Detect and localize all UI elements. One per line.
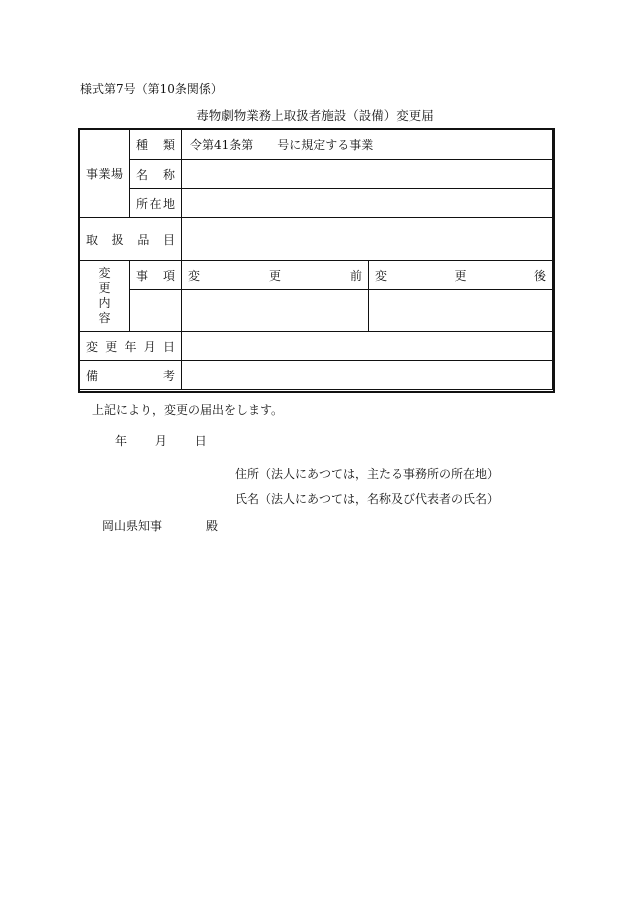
statement-text: 上記により，変更の届出をします。 (92, 403, 284, 417)
date-day: 日 (194, 434, 207, 448)
label-char: 扱 (111, 232, 124, 247)
label-char: 称 (162, 167, 175, 182)
label-char: 容 (98, 311, 111, 325)
label-char: 名 (136, 167, 149, 182)
label-char: 考 (162, 368, 175, 383)
name-field[interactable] (182, 160, 553, 189)
label-char: 業 (98, 167, 111, 181)
change-date-field[interactable] (182, 332, 553, 361)
type-field[interactable] (182, 130, 553, 160)
date-month: 月 (154, 434, 167, 448)
label-char: 更 (98, 281, 111, 295)
label-char: 変 (188, 268, 201, 283)
label-char: 年 (124, 339, 137, 354)
recipient-name: 岡山県知事 (102, 519, 163, 533)
change-date-label (80, 332, 182, 361)
label-char: 場 (110, 167, 123, 181)
label-char: 内 (98, 296, 111, 310)
remarks-field[interactable] (182, 361, 553, 390)
label-char: 所 (136, 196, 149, 211)
after-field[interactable] (369, 290, 553, 332)
type-value: 令第41条第 号に規定する事業 (190, 138, 374, 152)
type-label (130, 130, 182, 160)
location-field[interactable] (182, 189, 553, 218)
address-line: 住所（法人にあつては，主たる事務所の所在地） (235, 467, 500, 481)
label-char: 項 (162, 268, 175, 283)
label-char: 変 (98, 266, 111, 280)
date-line (115, 432, 207, 449)
after-label (369, 261, 553, 290)
label-char: 後 (533, 268, 546, 283)
label-char: 事 (136, 268, 149, 283)
change-item-label (130, 261, 182, 290)
label-char: 変 (375, 268, 388, 283)
label-char: 変 (86, 339, 99, 354)
recipient-line (102, 517, 218, 534)
label-char: 前 (349, 268, 362, 283)
label-char: 地 (162, 196, 175, 211)
handled-items-field[interactable] (182, 218, 553, 261)
business-group-label (80, 130, 130, 218)
remarks-label (80, 361, 182, 390)
handled-items-label (80, 218, 182, 261)
label-char: 備 (86, 368, 99, 383)
label-char: 種 (136, 138, 149, 152)
label-char: 在 (149, 196, 162, 211)
label-char: 類 (162, 138, 175, 152)
label-char: 更 (454, 268, 467, 283)
name-label (130, 160, 182, 189)
label-char: 目 (162, 232, 175, 247)
label-char: 品 (137, 232, 150, 247)
label-char: 事 (86, 167, 99, 181)
name-line: 氏名（法人にあつては，名称及び代表者の氏名） (235, 492, 500, 506)
label-char: 日 (162, 339, 175, 354)
date-year: 年 (115, 434, 128, 448)
location-label (130, 189, 182, 218)
change-item-field[interactable] (130, 290, 182, 332)
before-field[interactable] (182, 290, 369, 332)
before-label (182, 261, 369, 290)
document-title: 毒物劇物業務上取扱者施設（設備）変更届 (196, 108, 434, 123)
recipient-honorific: 殿 (206, 519, 219, 533)
change-group-label (80, 261, 130, 332)
label-char: 更 (268, 268, 281, 283)
notification-form-table (79, 129, 553, 390)
label-char: 月 (143, 339, 156, 354)
form-number: 様式第7号（第10条関係） (80, 82, 223, 96)
label-char: 取 (86, 232, 99, 247)
label-char: 更 (105, 339, 118, 354)
